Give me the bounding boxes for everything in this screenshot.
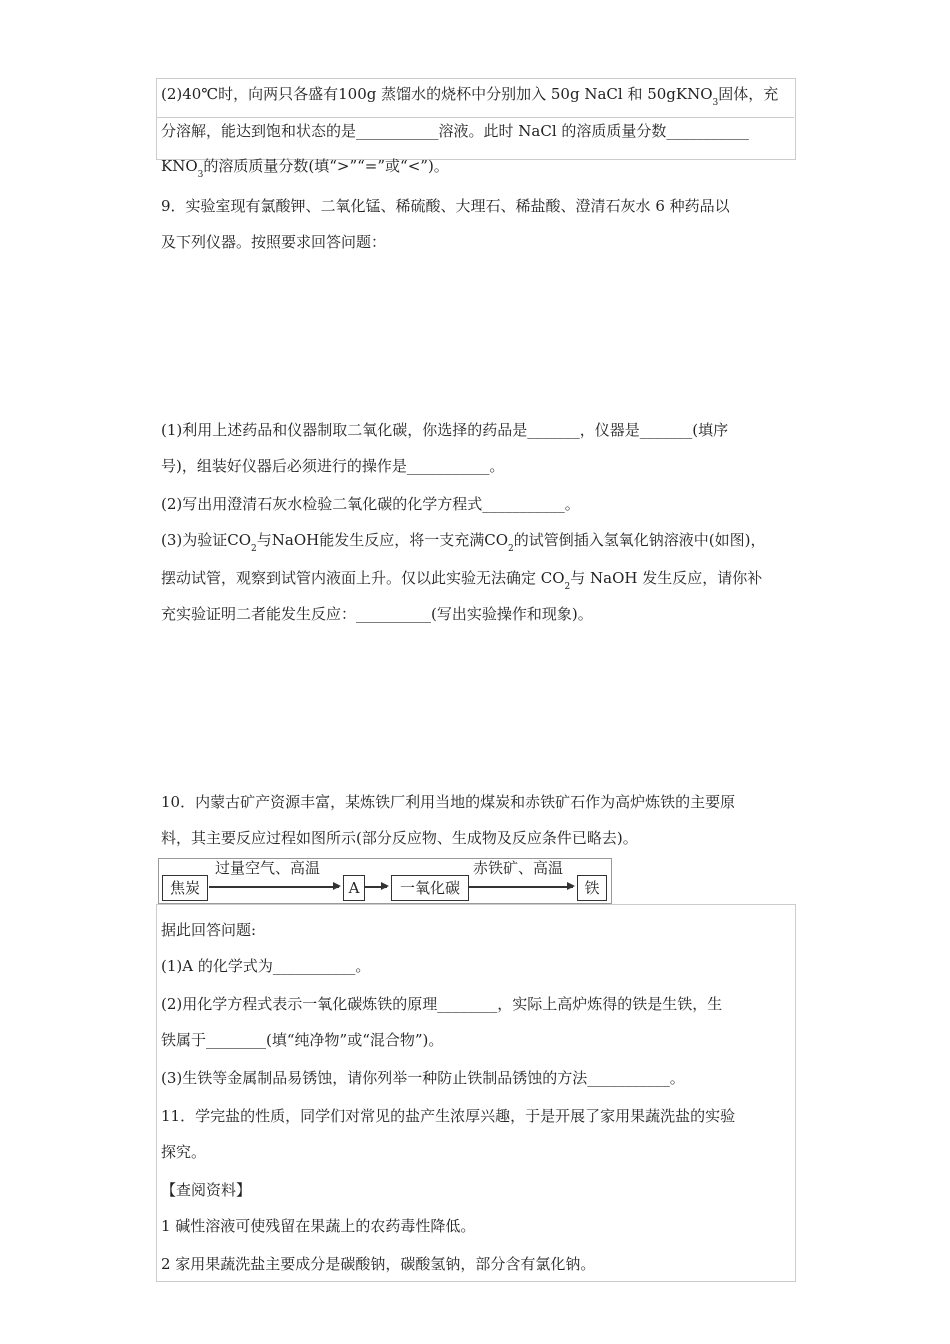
flow-box-coke: 焦炭 [162, 875, 208, 901]
q9-part3-b: 摆动试管，观察到试管内液面上升。仅以此实验无法确定 $CO_2$与 NaOH 发生反应，请你补 [161, 569, 763, 592]
flow-label-2: 赤铁矿、高温 [473, 859, 564, 877]
q10-part3: (3)生铁等金属制品易锈蚀，请你列举一种防止铁制品锈蚀的方法___________。 [161, 1069, 685, 1087]
q8-line-2: 分溶解，能达到饱和状态的是___________溶液。此时 NaCl 的溶质质量分数___________ [161, 122, 749, 140]
q9-part1-a: (1)利用上述药品和仪器制取二氧化碳，你选择的药品是_______，仪器是_______(填序 [161, 421, 729, 439]
q11-ref-2: 2 家用果蔬洗盐主要成分是碳酸钠，碳酸氢钠，部分含有氯化钠。 [161, 1255, 596, 1273]
q11-stem-1: 11．学完盐的性质，同学们对常见的盐产生浓厚兴趣，于是开展了家用果蔬洗盐的实验 [161, 1107, 736, 1125]
q10-part2-b: 铁属于________(填“纯净物”或“混合物”)。 [161, 1031, 444, 1049]
q8-divider [156, 117, 794, 118]
q10-part1: (1)A 的化学式为___________。 [161, 957, 371, 975]
flow-arrow-2 [365, 886, 387, 888]
q8-line-3: $KNO_3$的溶质质量分数(填“>”“=”或“<”)。 [161, 157, 449, 180]
q10-stem-2: 料，其主要反应过程如图所示(部分反应物、生成物及反应条件已略去)。 [161, 829, 638, 847]
flow-box-a: A [343, 875, 365, 901]
q11-stem-2: 探究。 [161, 1143, 207, 1161]
q9-part3-c: 充实验证明二者能发生反应：__________(写出实验操作和现象)。 [161, 605, 593, 623]
flow-box-iron: 铁 [577, 875, 607, 901]
q10-intro: 据此回答问题: [161, 921, 257, 939]
flow-arrow-3 [469, 886, 573, 888]
flow-arrow-1 [209, 886, 339, 888]
q9-stem-1: 9．实验室现有氯酸钾、二氧化锰、稀硫酸、大理石、稀盐酸、澄清石灰水 6 种药品以 [161, 197, 730, 215]
flow-box-co: 一氧化碳 [391, 875, 469, 901]
q11-heading: 【查阅资料】 [161, 1181, 252, 1199]
q10-part2-a: (2)用化学方程式表示一氧化碳炼铁的原理________，实际上高炉炼得的铁是生铁，生 [161, 995, 723, 1013]
q11-ref-1: 1 碱性溶液可使残留在果蔬上的农药毒性降低。 [161, 1217, 476, 1235]
q9-part2: (2)写出用澄清石灰水检验二氧化碳的化学方程式___________。 [161, 495, 580, 513]
q9-part3-a: (3)为验证$CO_2$与NaOH能发生反应，将一支充满$CO_2$的试管倒插入氢氧化钠溶液中(如图)， [161, 531, 766, 554]
process-flow-diagram [158, 858, 612, 904]
q9-part1-b: 号)，组装好仪器后必须进行的操作是___________。 [161, 457, 505, 475]
q10-stem-1: 10．内蒙古矿产资源丰富，某炼铁厂利用当地的煤炭和赤铁矿石作为高炉炼铁的主要原 [161, 793, 736, 811]
q9-stem-2: 及下列仪器。按照要求回答问题： [161, 233, 387, 251]
q8-line-1: (2)40℃时，向两只各盛有100g 蒸馏水的烧杯中分别加入 50g NaCl 和 50gKNO$_3$固体，充 [161, 85, 779, 108]
flow-label-1: 过量空气、高温 [215, 859, 321, 877]
